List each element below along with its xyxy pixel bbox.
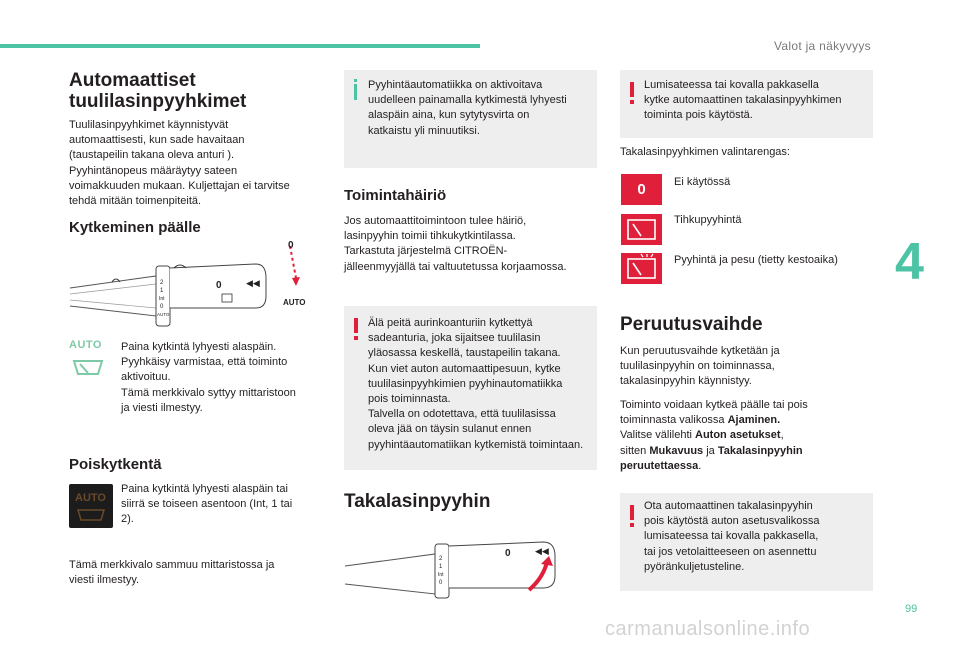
text-line: Paina kytkintä lyhyesti alaspäin tai	[121, 483, 288, 495]
stalk-outline	[345, 554, 435, 594]
watermark: carmanualsonline.info	[605, 618, 811, 640]
text-line: lasinpyyhin toimii tihkukytkintilassa.	[344, 230, 516, 243]
rear-window-wash-icon	[621, 253, 662, 284]
position-label: 1	[439, 564, 443, 570]
rear-wiper-stalk-diagram	[343, 532, 565, 600]
text-line: pois toiminnasta.	[368, 393, 451, 406]
text-line: oleva jää on täysin sulanut ennen	[368, 423, 532, 436]
chapter-number: 4	[895, 233, 924, 291]
auto-indicator-label: AUTO	[69, 339, 102, 351]
text-line	[620, 428, 808, 443]
rear-ring-zero: 0	[216, 280, 222, 291]
text-line: takalasinpyyhin käynnistyy.	[620, 375, 752, 388]
warning-icon	[630, 505, 634, 520]
malfunction-text	[344, 214, 567, 275]
position-label: 2	[160, 280, 164, 286]
text-line: tuulilasinpyyhin on toiminnassa,	[620, 360, 775, 373]
position-label-intermittent: Tihkupyyhintä	[674, 214, 742, 226]
washer-spray	[641, 254, 653, 257]
tab-name-vehicle-settings: Auton asetukset	[695, 429, 781, 442]
rear-window-shape	[628, 259, 655, 278]
text-line: pyyhintäautomatiikan kytkemistä toimintaan.	[368, 438, 584, 451]
auto-indicator-off-label: AUTO	[75, 492, 106, 504]
text-line: Toiminto voidaan kytkeä päälle tai pois	[620, 399, 808, 411]
text-line: katkaistu yli minuutiksi.	[368, 124, 480, 137]
option-name-rear-wiper: Takalasinpyyhin	[717, 444, 803, 457]
malfunction-title: Toimintahäiriö	[344, 187, 447, 204]
wipe-and-wash-icon	[621, 253, 662, 284]
rear-window-wipe-icon	[621, 214, 662, 245]
text-line: tehdä mitään toimenpiteitä.	[69, 195, 202, 208]
stalk-ring	[435, 544, 449, 598]
wiper-blade	[633, 263, 641, 275]
text-line: tuulilasinpyyhkimien pyyhinautomatiikka	[368, 377, 563, 390]
diagram-auto-label: AUTO	[283, 298, 306, 307]
rear-window-shape	[628, 220, 655, 239]
position-label-off: Ei käytössä	[674, 176, 731, 188]
text-line: Tämä merkkivalo syttyy mittaristoon	[121, 386, 296, 399]
text-span: sitten	[620, 444, 650, 457]
text-line: toiminta pois käytöstä.	[644, 109, 753, 122]
position-label: Int	[438, 572, 444, 578]
auto-indicator-off	[69, 484, 113, 528]
text-line: pois käytöstä auton asetusvalikossa	[644, 515, 820, 528]
text-line: siirrä se toiseen asentoon (Int, 1 tai	[121, 498, 293, 511]
section-title: Valot ja näkyvyys	[774, 39, 871, 53]
text-line: Lumisateessa tai kovalla pakkasella	[644, 79, 819, 91]
switch-off-note	[69, 558, 274, 588]
windshield-shape	[78, 510, 104, 520]
off-glyph: 0	[637, 181, 646, 198]
text-line: sadeanturia, joka sijaitsee tuulilasin	[368, 332, 541, 345]
auto-indicator	[69, 339, 102, 351]
intermittent-wipe-icon	[621, 214, 662, 245]
warning-icon	[630, 82, 634, 97]
option-name-reversing: peruutettaessa	[620, 459, 699, 472]
title-line: tuulilasinpyyhkimet	[69, 91, 247, 112]
info-icon	[354, 84, 357, 100]
text-line: Tämä merkkivalo sammuu mittaristossa ja	[69, 559, 275, 571]
text-line: lumisateessa tai kovalla pakkasella,	[644, 530, 819, 543]
reverse-para1	[620, 344, 780, 390]
text-line: yläosassa keskellä, taustapeilin takana.	[368, 347, 561, 360]
text-line: alaspäin aina, kun sytytysvirta on	[368, 109, 530, 122]
text-line: Pyyhkäisy varmistaa, että toiminto	[121, 356, 288, 369]
warning-icon	[354, 318, 358, 333]
text-line	[620, 413, 808, 428]
position-label: 0	[439, 580, 443, 586]
position-label: 1	[160, 288, 164, 294]
sensor-warning-text	[368, 316, 583, 453]
text-line: Paina kytkintä lyhyesti alaspäin.	[121, 341, 277, 353]
text-line: Tarkastuta järjestelmä CITROËN-	[344, 245, 508, 258]
diagram-top-label: 0	[288, 240, 294, 251]
windshield-wiper-off-icon	[76, 508, 106, 522]
reverse-para2	[620, 398, 808, 474]
arrow-head	[292, 277, 300, 286]
wiper-stalk-diagram	[66, 238, 322, 328]
off-position-icon	[621, 174, 662, 205]
info-note-text	[368, 78, 567, 139]
rear-arrow-icon: ◀◀	[246, 278, 260, 288]
text-line	[620, 459, 808, 474]
menu-name-driving: Ajaminen.	[727, 414, 781, 427]
text-line: viesti ilmestyy.	[69, 574, 140, 587]
stalk-lines	[70, 284, 156, 308]
text-line	[620, 444, 808, 459]
text-line: Älä peitä aurinkoanturiin kytkettyä	[368, 317, 533, 329]
text-line: 2).	[121, 513, 134, 526]
wiper-blade	[80, 364, 88, 373]
windshield-wiper-icon	[71, 357, 105, 377]
text-line: automaattisesti, kun sade havaitaan	[69, 134, 245, 147]
text-span: .	[698, 459, 702, 472]
text-span: ja	[703, 444, 718, 457]
text-line: pyöränkuljetusteline.	[644, 560, 745, 573]
position-label: 0	[160, 304, 164, 310]
text-line: Pyyhintänopeus määräytyy sateen	[69, 164, 238, 177]
rear-ring-zero: 0	[505, 548, 511, 559]
title-line: Automaattiset	[69, 70, 196, 91]
sensor-warning-box	[344, 306, 597, 470]
position-label-wash: Pyyhintä ja pesu (tietty kestoaika)	[674, 254, 838, 266]
reverse-warning-box	[620, 493, 873, 591]
switch-off-title: Poiskytkentä	[69, 456, 162, 473]
rear-arrow-icon: ◀◀	[535, 546, 549, 556]
text-line: Kun peruutusvaihde kytketään ja	[620, 345, 780, 357]
reverse-warning-text	[644, 499, 820, 575]
snow-warning-box	[620, 70, 873, 138]
text-line: (taustapeilin takana oleva anturi ).	[69, 149, 235, 162]
position-label: 2	[439, 556, 443, 562]
rear-wiper-title: Takalasinpyyhin	[344, 491, 491, 512]
selection-title: Takalasinpyyhkimen valintarengas:	[620, 146, 790, 158]
snow-warning-text	[644, 78, 842, 124]
switch-on-text	[121, 340, 296, 416]
text-line: ja viesti ilmestyy.	[121, 401, 203, 414]
position-label: Int	[159, 296, 165, 302]
text-line: Pyyhintäautomatiikka on aktivoitava	[368, 79, 543, 91]
text-line: Talvella on odotettava, että tuulilasissa	[368, 408, 556, 421]
text-line: Ota automaattinen takalasinpyyhin	[644, 500, 813, 512]
wiper-blade	[633, 224, 641, 236]
menu-name-comfort: Mukavuus	[649, 444, 704, 457]
text-span: Valitse välilehti	[620, 429, 695, 442]
text-line: aktivoituu.	[121, 371, 171, 384]
switch-off-text	[121, 482, 292, 528]
text-line: kytke automaattinen takalasinpyyhkimen	[644, 94, 842, 107]
text-span: toiminnasta valikossa	[620, 414, 728, 427]
page-number: 99	[905, 603, 918, 615]
auto-wipers-intro	[69, 118, 290, 209]
header-accent-bar	[0, 44, 480, 48]
auto-wipers-title	[69, 70, 246, 112]
info-note-box	[344, 70, 597, 168]
stalk-outline	[70, 276, 156, 316]
text-line: jälleenmyyjällä tai valtuutetussa korjaamossa.	[344, 260, 567, 273]
text-line: tai jos vetolaitteeseen on asennettu	[644, 545, 817, 558]
text-line: uudelleen painamalla kytkimestä lyhyesti	[368, 94, 567, 107]
reverse-title: Peruutusvaihde	[620, 314, 763, 335]
text-line: voimakkuuden mukaan. Kuljettajan ei tarvitse	[69, 179, 290, 192]
position-label: AUTO	[157, 312, 170, 317]
switch-on-title: Kytkeminen päälle	[69, 219, 201, 236]
text-line: Tuulilasinpyyhkimet käynnistyvät	[69, 119, 229, 131]
text-span: ,	[780, 429, 784, 442]
text-line: Kun viet auton automaattipesuun, kytke	[368, 362, 561, 375]
text-line: Jos automaattitoimintoon tulee häiriö,	[344, 215, 527, 227]
